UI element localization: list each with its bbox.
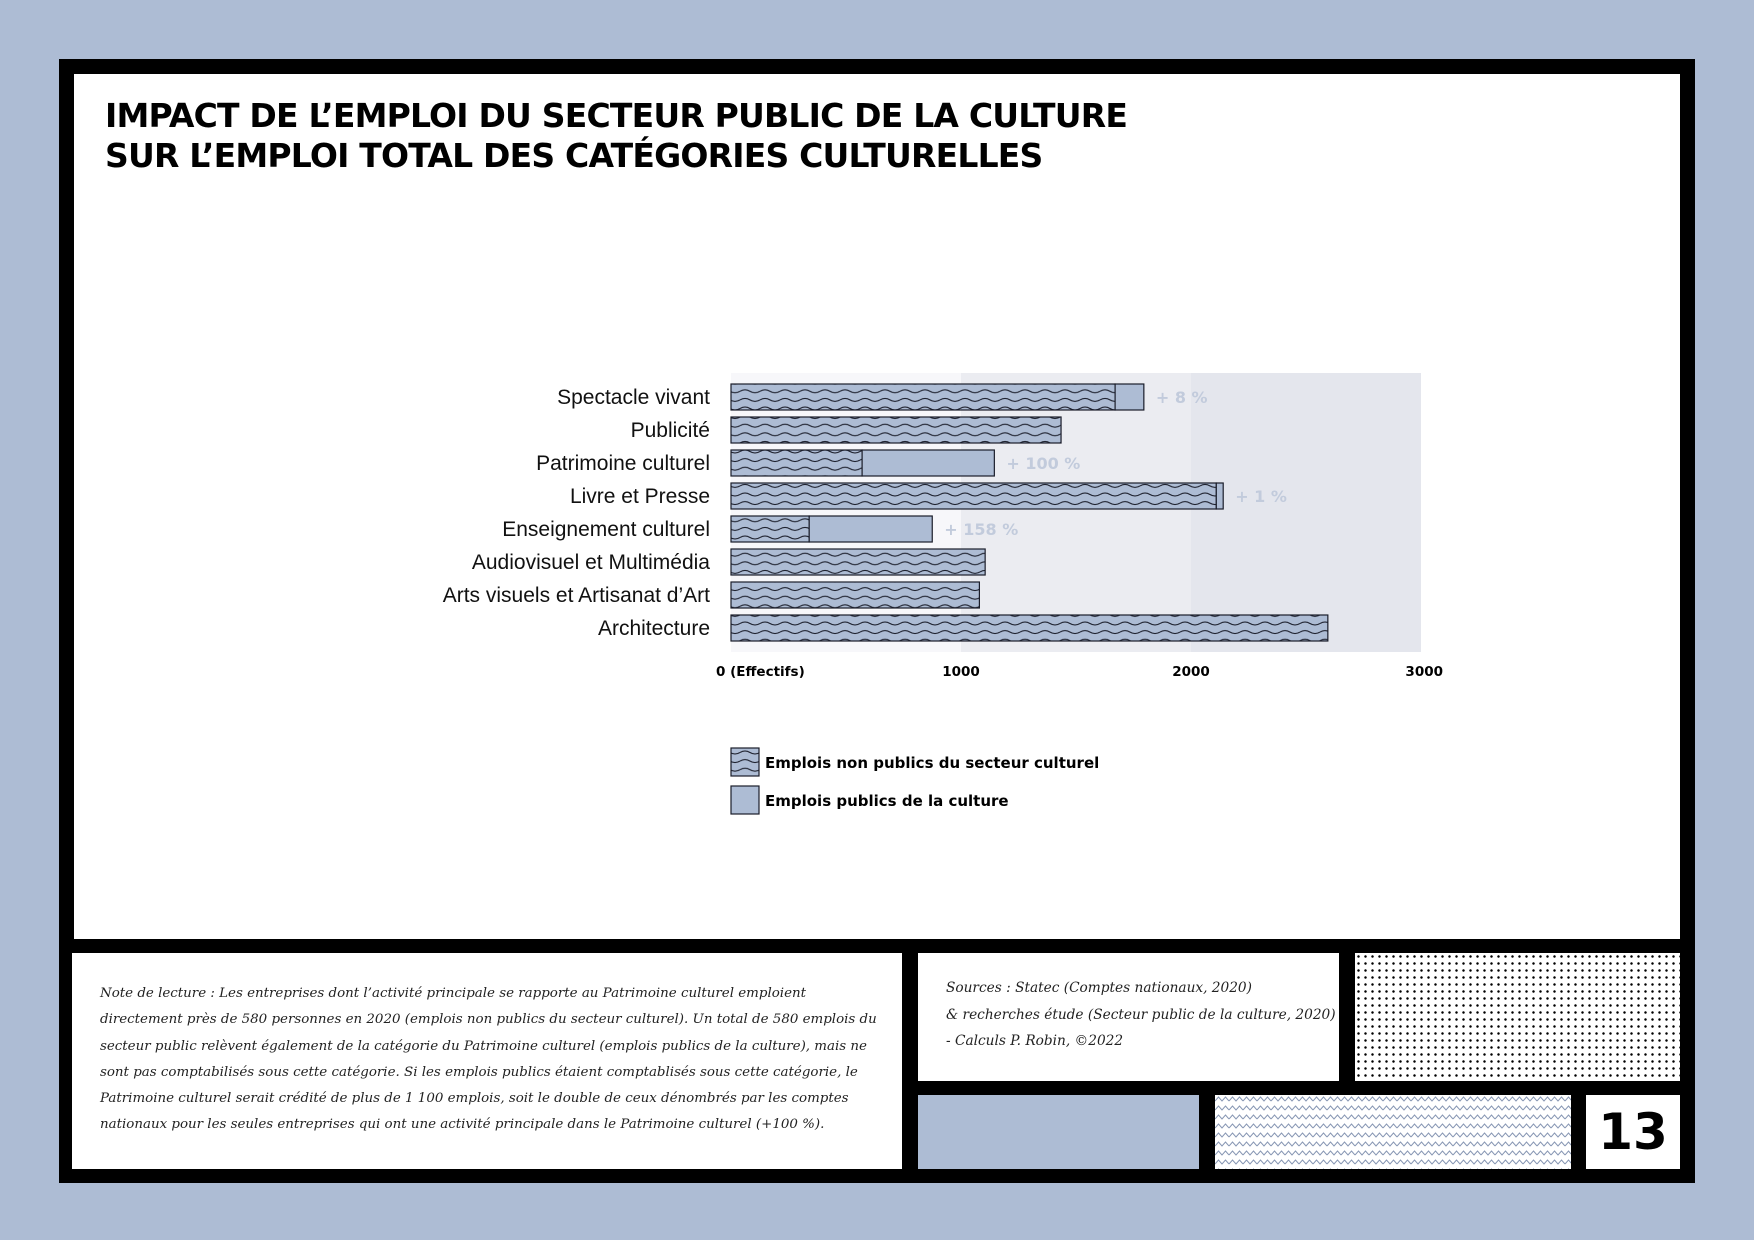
dot-pattern-block — [1355, 953, 1680, 1081]
legend-label: Emplois non publics du secteur culturel — [765, 754, 1100, 772]
percent-annotation: + 100 % — [1006, 454, 1081, 473]
category-label: Architecture — [597, 617, 710, 640]
percent-annotation: + 1 % — [1235, 487, 1287, 506]
percent-annotation: + 8 % — [1155, 388, 1208, 407]
reading-note-text: Note de lecture : Les entreprises dont l’activité principale se rapporte au Patrimoine culturel emploient directement près de 580 personnes en 2020 (emplois non publics du secteur culturel). Un total de 580 emplois du secteur public relèvent également de la catégorie du Patrimoine culturel (emplois publics de la culture), mais ne sont pas comptabilisés sous cette catégorie. Si les emplois publics étaient comptablisés sous cette catégorie, le Patrimoine culturel serait crédité de plus de 1 100 emplois, soit le double de ceux dénombrés par les comptes nationaux pour les seules entreprises qui ont une activité principale dans le Patrimoine culturel (+100 %). — [100, 986, 877, 1133]
category-label: Spectacle vivant — [557, 386, 710, 409]
sources-line-3: - Calculs P. Robin, ©2022 — [946, 1033, 1124, 1049]
title-line-2: SUR L’EMPLOI TOTAL DES CATÉGORIES CULTURELLES — [105, 136, 1043, 175]
grid-band — [961, 373, 1191, 652]
bar-non-public — [731, 417, 1061, 443]
grid-band — [1191, 373, 1421, 652]
bar-non-public — [731, 615, 1328, 641]
category-label: Enseignement culturel — [502, 518, 710, 541]
page-number-box — [1586, 1095, 1680, 1169]
title-line-1: IMPACT DE L’EMPLOI DU SECTEUR PUBLIC DE LA CULTURE — [105, 96, 1128, 135]
page-number: 13 — [1598, 1103, 1668, 1161]
category-label: Audiovisuel et Multimédia — [471, 551, 710, 574]
blue-decorative-block — [918, 1095, 1199, 1169]
x-tick-label: 2000 — [1172, 664, 1210, 680]
bar-public — [1216, 483, 1223, 509]
legend-swatch — [731, 786, 759, 814]
bar-non-public — [731, 450, 862, 476]
category-label: Patrimoine culturel — [536, 452, 710, 475]
x-tick-label: 0 (Effectifs) — [716, 664, 805, 680]
zigzag-pattern-block — [1215, 1095, 1571, 1169]
category-label: Arts visuels et Artisanat d’Art — [442, 584, 710, 607]
bar-non-public — [731, 582, 979, 608]
sources-line-2: & recherches étude (Secteur public de la culture, 2020) — [946, 1006, 1336, 1023]
legend-swatch — [731, 748, 759, 776]
bar-public — [1115, 384, 1144, 410]
bar-non-public — [731, 516, 809, 542]
x-tick-label: 1000 — [942, 664, 980, 680]
bar-non-public — [731, 483, 1216, 509]
percent-annotation: + 158 % — [944, 520, 1019, 539]
grid-band — [731, 373, 961, 652]
category-label: Livre et Presse — [569, 485, 710, 508]
bar-non-public — [731, 549, 985, 575]
zigzag-pattern — [1215, 1095, 1571, 1169]
reading-note — [72, 953, 902, 1169]
sources-text — [946, 975, 1336, 1055]
legend-label: Emplois publics de la culture — [765, 792, 1009, 810]
bar-public — [809, 516, 932, 542]
category-label: Publicité — [630, 419, 710, 442]
x-tick-label: 3000 — [1405, 664, 1443, 680]
bar-non-public — [731, 384, 1115, 410]
bar-public — [862, 450, 994, 476]
sources-box — [918, 953, 1339, 1081]
sources-line-1: Sources : Statec (Comptes nationaux, 2020) — [946, 980, 1252, 996]
